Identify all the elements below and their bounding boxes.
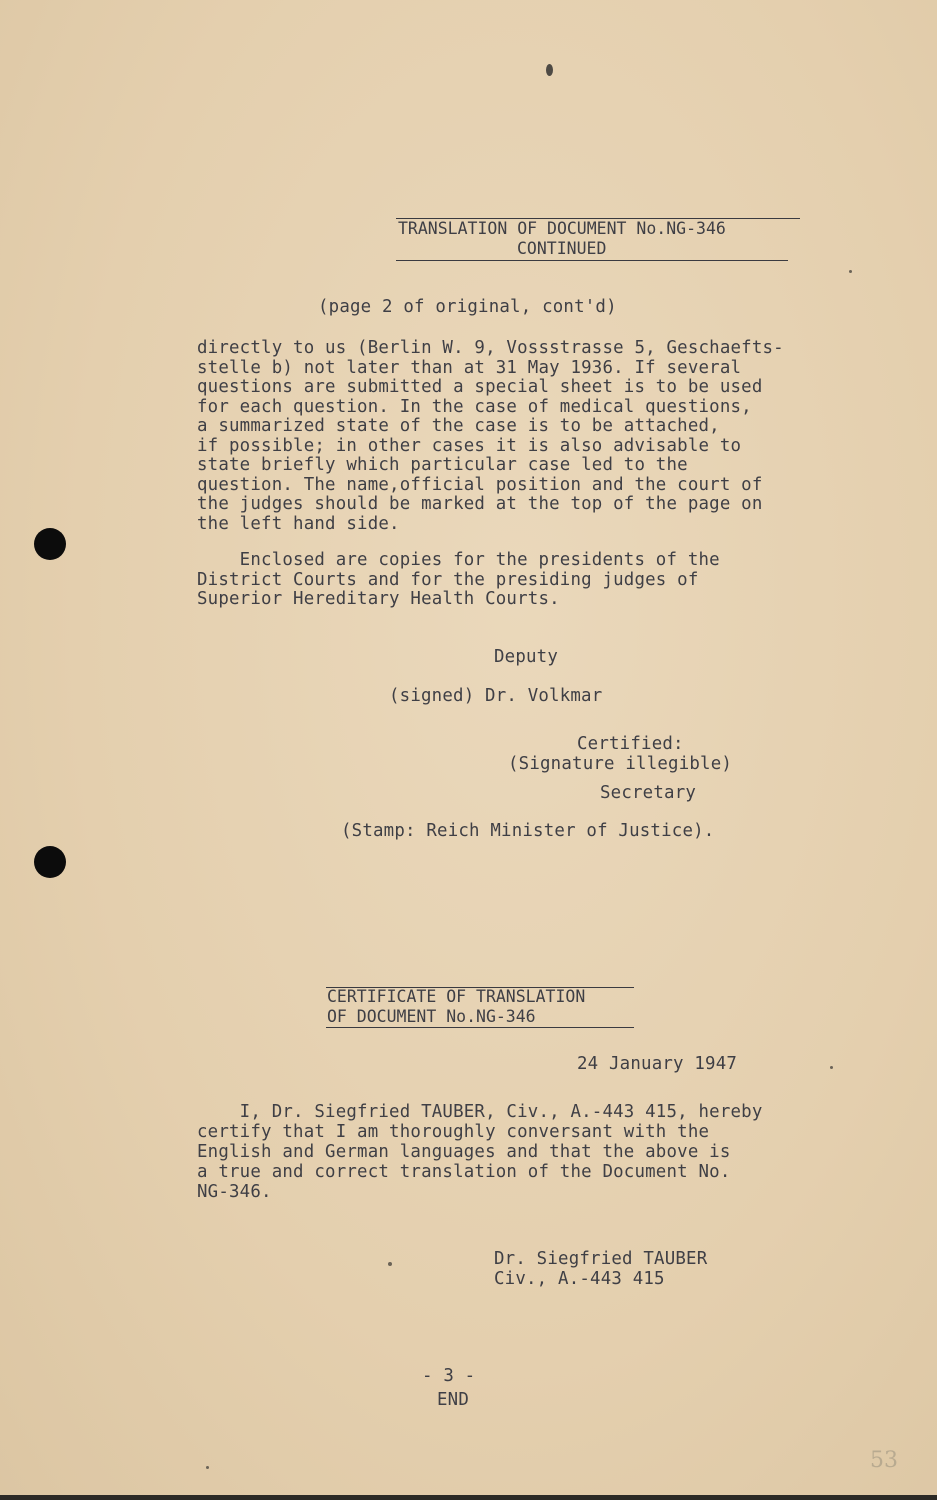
certificate-date: 24 January 1947 xyxy=(577,1054,738,1074)
title-overline xyxy=(396,218,800,219)
body-line: the left hand side. xyxy=(197,513,400,534)
certificate-line: English and German languages and that the above is xyxy=(197,1142,731,1162)
signer-id: Civ., A.-443 415 xyxy=(494,1269,665,1289)
certified-title: Secretary xyxy=(600,783,697,803)
page-number: - 3 - xyxy=(422,1366,476,1386)
body-line: state briefly which particular case led to the xyxy=(197,455,688,475)
body-line: for each question. In the case of medical questions, xyxy=(197,396,752,417)
punch-hole-bottom xyxy=(34,846,66,878)
body-line: questions are submitted a special sheet is to be used xyxy=(197,377,763,397)
paper-speck xyxy=(830,1066,833,1069)
certificate-title-line1: CERTIFICATE OF TRANSLATION xyxy=(327,987,586,1006)
end-marker: END xyxy=(437,1390,470,1410)
deputy-label: Deputy xyxy=(494,647,559,667)
paper-speck xyxy=(546,64,553,76)
signed-by: (signed) Dr. Volkmar xyxy=(389,686,603,706)
paper-speck xyxy=(849,270,852,273)
paper-speck xyxy=(206,1466,209,1469)
body-line: if possible; in other cases it is also advisable to xyxy=(197,435,742,456)
certificate-line: certify that I am thoroughly conversant with the xyxy=(197,1122,710,1142)
certificate-line: a true and correct translation of the Document No. xyxy=(197,1162,731,1182)
paper-edge xyxy=(0,1495,937,1500)
certificate-underline xyxy=(326,1027,634,1028)
body-line: District Courts and for the presiding judges of xyxy=(197,569,699,590)
body-line: Enclosed are copies for the presidents of the xyxy=(197,550,720,570)
certificate-line: NG-346. xyxy=(197,1182,272,1202)
body-line: the judges should be marked at the top of the page on xyxy=(197,494,763,514)
signer-name: Dr. Siegfried TAUBER xyxy=(494,1249,708,1269)
title-underline xyxy=(396,260,788,261)
stamp-note: (Stamp: Reich Minister of Justice). xyxy=(341,821,715,841)
body-line: a summarized state of the case is to be attached, xyxy=(197,416,720,436)
translation-title-line2: CONTINUED xyxy=(517,239,607,258)
body-line: question. The name,official position and the court of xyxy=(197,474,763,495)
page-note: (page 2 of original, cont'd) xyxy=(318,297,617,317)
punch-hole-top xyxy=(34,528,66,560)
certified-signature: (Signature illegible) xyxy=(508,754,733,774)
body-line: Superior Hereditary Health Courts. xyxy=(197,589,560,609)
certificate-line: I, Dr. Siegfried TAUBER, Civ., A.-443 415, hereby xyxy=(197,1102,763,1122)
paper-speck xyxy=(388,1262,392,1266)
certified-label: Certified: xyxy=(577,734,684,754)
translation-title-line1: TRANSLATION OF DOCUMENT No.NG-346 xyxy=(398,219,726,238)
handwritten-page-number: 53 xyxy=(870,1448,898,1473)
certificate-title-line2: OF DOCUMENT No.NG-346 xyxy=(327,1007,536,1026)
body-line: directly to us (Berlin W. 9, Vossstrasse 5, Geschaefts- xyxy=(197,338,784,358)
body-line: stelle b) not later than at 31 May 1936. If several xyxy=(197,357,742,378)
